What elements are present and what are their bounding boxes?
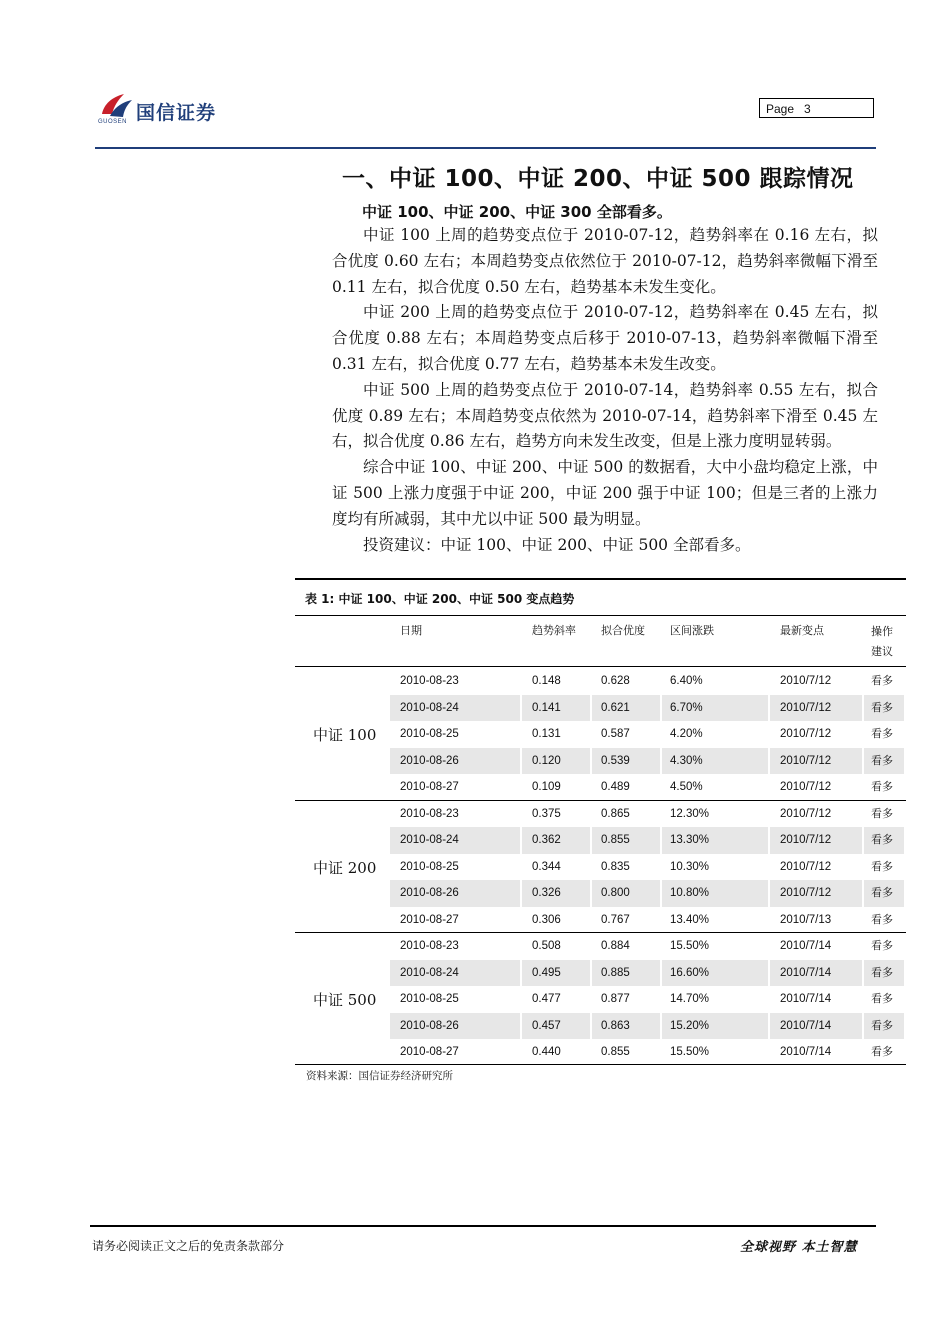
- header-slope: 趋势斜率: [532, 624, 576, 637]
- cell-slope: 0.375: [532, 807, 561, 820]
- cell-date: 2010-08-27: [400, 781, 459, 793]
- header-date: 日期: [400, 624, 422, 637]
- column-gap: [768, 695, 770, 722]
- cell-change: 12.30%: [670, 807, 710, 820]
- column-gap: [862, 1013, 864, 1040]
- cell-action: 看多: [871, 1018, 893, 1032]
- column-gap: [590, 880, 592, 907]
- cell-date: 2010-08-23: [400, 940, 459, 952]
- column-gap: [520, 827, 522, 854]
- column-gap: [590, 827, 592, 854]
- cell-changepoint: 2010/7/12: [780, 754, 832, 767]
- page-number: 3: [804, 102, 811, 116]
- cell-action: 看多: [871, 1045, 893, 1058]
- cell-fit: 0.855: [601, 834, 630, 846]
- group-label: 中证 200: [313, 858, 377, 877]
- footer-slogan: 全球视野 本土智慧: [740, 1240, 858, 1255]
- cell-date: 2010-08-25: [400, 993, 459, 1005]
- table-title-rule: [295, 615, 906, 616]
- header-change: 区间涨跌: [670, 624, 714, 637]
- column-gap: [520, 880, 522, 907]
- column-gap: [520, 748, 522, 775]
- column-gap: [520, 1013, 522, 1040]
- cell-action: 看多: [871, 912, 893, 926]
- cell-slope: 0.440: [532, 1046, 561, 1058]
- cell-date: 2010-08-26: [400, 1019, 459, 1032]
- cell-changepoint: 2010/7/13: [780, 913, 832, 926]
- cell-change: 4.20%: [670, 728, 703, 740]
- header-changepoint: 最新变点: [780, 624, 824, 637]
- table-header-rule: [295, 666, 906, 667]
- column-gap: [768, 1013, 770, 1040]
- cell-slope: 0.508: [532, 940, 561, 952]
- cell-fit: 0.885: [601, 966, 630, 979]
- cell-date: 2010-08-25: [400, 728, 459, 740]
- table-source: 资料来源：国信证券经济研究所: [306, 1070, 453, 1082]
- guosen-logo-icon: [96, 92, 134, 120]
- cell-changepoint: 2010/7/12: [780, 781, 832, 793]
- footer-disclaimer: 请务必阅读正文之后的免责条款部分: [92, 1239, 285, 1253]
- cell-slope: 0.362: [532, 834, 561, 846]
- cell-changepoint: 2010/7/12: [780, 887, 832, 899]
- cell-slope: 0.131: [532, 728, 561, 740]
- column-gap: [862, 748, 864, 775]
- column-gap: [768, 960, 770, 987]
- cell-date: 2010-08-23: [400, 675, 459, 687]
- column-gap: [862, 880, 864, 907]
- paragraph-2: 中证 200 上周的趋势变点位于 2010-07-12，趋势斜率在 0.45 左右，拟合优度 0.88 左右；本周趋势变点后移于 2010-07-13，趋势斜率微幅下滑至 0.31 左右，拟合优度 0.77 左右，趋势基本未发生改变。: [332, 303, 878, 373]
- cell-slope: 0.344: [532, 860, 561, 873]
- logo-subtext: GUOSEN: [98, 119, 128, 125]
- cell-date: 2010-08-27: [400, 1046, 459, 1058]
- cell-changepoint: 2010/7/12: [780, 728, 832, 740]
- column-gap: [590, 695, 592, 722]
- cell-slope: 0.495: [532, 966, 561, 979]
- section-lead: 中证 100、中证 200、中证 300 全部看多。: [362, 203, 672, 221]
- header-action: 操作建议: [871, 625, 893, 658]
- cell-fit: 0.587: [601, 728, 630, 740]
- cell-change: 15.50%: [670, 1046, 710, 1058]
- cell-changepoint: 2010/7/14: [780, 940, 832, 952]
- section-body: [332, 223, 878, 558]
- cell-change: 13.30%: [670, 834, 710, 846]
- column-gap: [768, 827, 770, 854]
- cell-changepoint: 2010/7/12: [780, 834, 832, 846]
- cell-date: 2010-08-23: [400, 807, 459, 820]
- cell-date: 2010-08-27: [400, 913, 459, 926]
- cell-change: 4.50%: [670, 781, 703, 793]
- cell-action: 看多: [871, 700, 893, 714]
- cell-change: 6.40%: [670, 675, 703, 687]
- cell-date: 2010-08-24: [400, 701, 459, 714]
- cell-action: 看多: [871, 886, 893, 899]
- cell-slope: 0.120: [532, 754, 561, 767]
- cell-changepoint: 2010/7/14: [780, 1046, 832, 1058]
- paragraph-1: 中证 100 上周的趋势变点位于 2010-07-12，趋势斜率在 0.16 左右，拟合优度 0.60 左右；本周趋势变点依然位于 2010-07-12，趋势斜率微幅下滑至 0.11 左右，拟合优度 0.50 左右，趋势基本未发生变化。: [332, 226, 878, 296]
- cell-action: 看多: [871, 965, 893, 979]
- cell-action: 看多: [871, 939, 893, 952]
- paragraph-5: 投资建议：中证 100、中证 200、中证 500 全部看多。: [363, 535, 751, 554]
- cell-fit: 0.865: [601, 807, 630, 820]
- cell-fit: 0.800: [601, 887, 630, 899]
- cell-changepoint: 2010/7/12: [780, 860, 832, 873]
- cell-action: 看多: [871, 859, 893, 873]
- cell-changepoint: 2010/7/14: [780, 993, 832, 1005]
- column-gap: [660, 880, 662, 907]
- table-bottom-rule: [295, 1064, 906, 1065]
- cell-slope: 0.148: [532, 675, 561, 687]
- paragraph-4: 综合中证 100、中证 200、中证 500 的数据看，大中小盘均稳定上涨，中证 500 上涨力度强于中证 200，中证 200 强于中证 100；但是三者的上涨力度均有所减弱，其中尤以中证 500 最为明显。: [332, 458, 878, 528]
- cell-changepoint: 2010/7/12: [780, 701, 832, 714]
- cell-action: 看多: [871, 833, 893, 846]
- cell-fit: 0.877: [601, 993, 630, 1005]
- cell-change: 15.50%: [670, 940, 710, 952]
- cell-fit: 0.628: [601, 675, 630, 687]
- column-gap: [768, 880, 770, 907]
- cell-date: 2010-08-25: [400, 860, 459, 873]
- cell-fit: 0.855: [601, 1046, 630, 1058]
- cell-changepoint: 2010/7/14: [780, 966, 832, 979]
- column-gap: [660, 827, 662, 854]
- column-gap: [660, 1013, 662, 1040]
- table-title: 表 1: 中证 100、中证 200、中证 500 变点趋势: [305, 592, 575, 606]
- cell-date: 2010-08-24: [400, 966, 459, 979]
- cell-date: 2010-08-26: [400, 754, 459, 767]
- header-fit: 拟合优度: [601, 624, 645, 637]
- cell-action: 看多: [871, 727, 893, 740]
- column-gap: [590, 960, 592, 987]
- section-title: 一、中证 100、中证 200、中证 500 跟踪情况: [342, 166, 854, 192]
- cell-slope: 0.326: [532, 887, 561, 899]
- cell-change: 6.70%: [670, 701, 703, 714]
- cell-date: 2010-08-24: [400, 834, 459, 846]
- logo-text: 国信证券: [136, 102, 217, 124]
- table-top-rule: [295, 578, 906, 580]
- header-divider: [95, 147, 876, 149]
- cell-date: 2010-08-26: [400, 887, 459, 899]
- cell-change: 10.30%: [670, 860, 710, 873]
- cell-change: 13.40%: [670, 913, 710, 926]
- column-gap: [590, 748, 592, 775]
- cell-change: 15.20%: [670, 1019, 710, 1032]
- cell-changepoint: 2010/7/14: [780, 1019, 832, 1032]
- column-gap: [862, 827, 864, 854]
- cell-fit: 0.539: [601, 754, 630, 767]
- cell-slope: 0.109: [532, 781, 561, 793]
- column-gap: [660, 695, 662, 722]
- cell-change: 10.80%: [670, 887, 710, 899]
- column-gap: [520, 960, 522, 987]
- cell-changepoint: 2010/7/12: [780, 807, 832, 820]
- cell-fit: 0.489: [601, 781, 630, 793]
- cell-action: 看多: [871, 780, 893, 793]
- cell-fit: 0.621: [601, 701, 630, 714]
- cell-action: 看多: [871, 753, 893, 767]
- page-label: Page: [766, 102, 795, 116]
- cell-changepoint: 2010/7/12: [780, 675, 832, 687]
- cell-change: 16.60%: [670, 966, 710, 979]
- cell-slope: 0.306: [532, 913, 561, 926]
- paragraph-3: 中证 500 上周的趋势变点位于 2010-07-14，趋势斜率 0.55 左右，拟合优度 0.89 左右；本周趋势变点依然为 2010-07-14，趋势斜率下滑至 0.45 左右，拟合优度 0.86 左右，趋势方向未发生改变，但是上涨力度明显转弱。: [332, 380, 878, 451]
- cell-slope: 0.477: [532, 993, 561, 1005]
- cell-fit: 0.863: [601, 1019, 630, 1032]
- page-number-box: [759, 98, 874, 118]
- column-gap: [520, 695, 522, 722]
- column-gap: [862, 695, 864, 722]
- column-gap: [660, 960, 662, 987]
- group-label: 中证 100: [313, 726, 377, 744]
- cell-slope: 0.141: [532, 701, 561, 714]
- cell-action: 看多: [871, 806, 893, 820]
- cell-fit: 0.767: [601, 913, 630, 926]
- group-label: 中证 500: [313, 991, 377, 1009]
- cell-action: 看多: [871, 674, 893, 687]
- cell-fit: 0.884: [601, 940, 630, 952]
- cell-change: 4.30%: [670, 754, 703, 767]
- company-logo: [96, 92, 236, 128]
- column-gap: [862, 960, 864, 987]
- cell-change: 14.70%: [670, 993, 710, 1005]
- column-gap: [590, 1013, 592, 1040]
- column-gap: [768, 748, 770, 775]
- cell-slope: 0.457: [532, 1019, 561, 1032]
- column-gap: [660, 748, 662, 775]
- footer-divider: [90, 1225, 876, 1227]
- cell-action: 看多: [871, 992, 893, 1005]
- cell-fit: 0.835: [601, 860, 630, 873]
